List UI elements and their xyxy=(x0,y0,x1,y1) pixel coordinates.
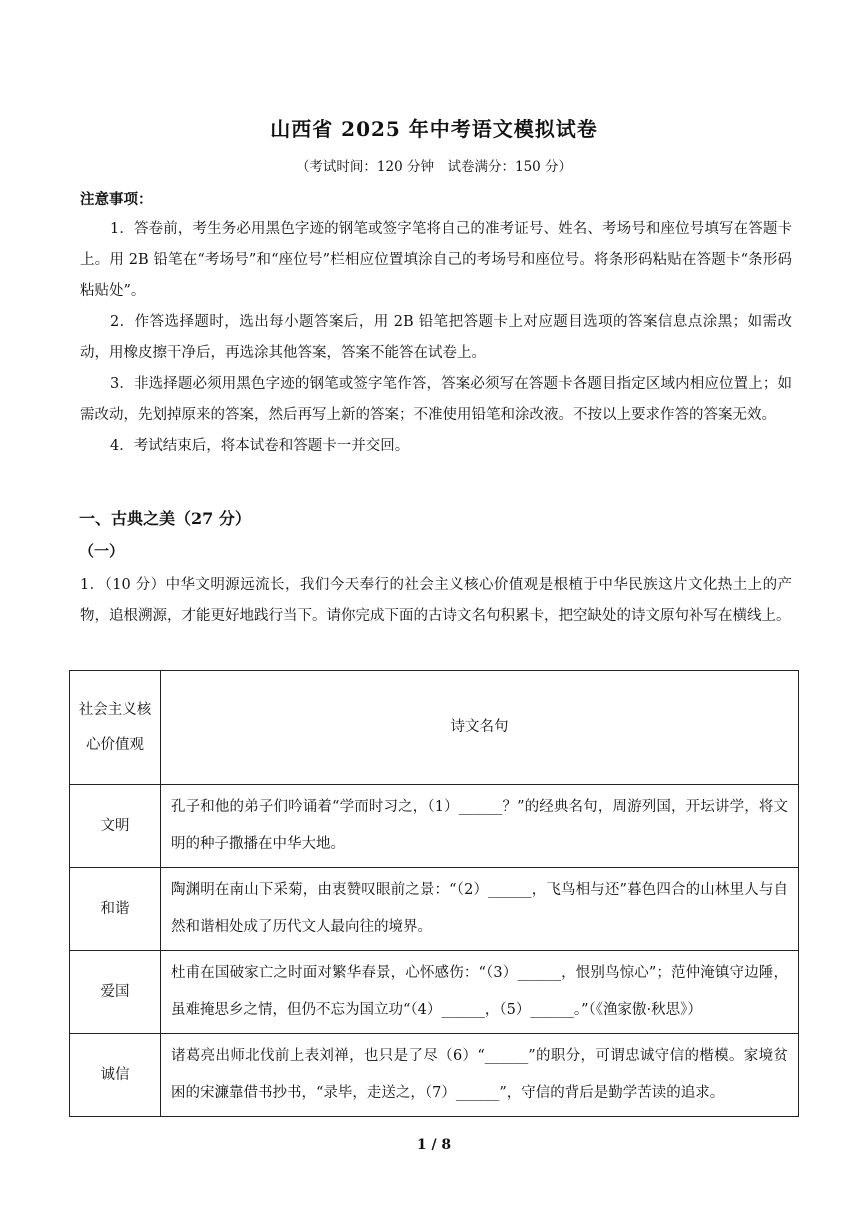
notice-list xyxy=(80,214,792,462)
notice-item-4: 4．考试结束后，将本试卷和答题卡一并交回。 xyxy=(110,438,410,454)
sub-section-heading: （一） xyxy=(79,542,125,560)
question-1 xyxy=(80,570,792,632)
value-cell: 诚信 xyxy=(70,1034,161,1117)
poem-cell: 杜甫在国破家亡之时面对繁华春景，心怀感伤：“（3）______，恨别鸟惊心”；范仲淹镇守边陲，虽难掩思乡之情，但仍不忘为国立功“（4）______，（5）______。”（《渔家傲·秋思》） xyxy=(161,951,799,1034)
table-row xyxy=(70,785,799,868)
notice-item-2: 2．作答选择题时，选出每小题答案后，用 2B 铅笔把答题卡上对应题目选项的答案信息点涂黑；如需改动，用橡皮擦干净后，再选涂其他答案，答案不能答在试卷上。 xyxy=(80,314,792,361)
question-1-text: 1．（10 分）中华文明源远流长，我们今天奉行的社会主义核心价值观是根植于中华民族这片文化热土上的产物，追根溯源，才能更好地践行当下。请你完成下面的古诗文名句积累卡，把空缺处的诗文原句补写在横线上。 xyxy=(80,577,792,624)
table-row xyxy=(70,1034,799,1117)
notice-item-1: 1．答卷前，考生务必用黑色字迹的钢笔或签字笔将自己的准考证号、姓名、考场号和座位号填写在答题卡上。用 2B 铅笔在“考场号”和“座位号”栏相应位置填涂自己的考场号和座位号。将条形码粘贴在答题卡“条形码粘贴处”。 xyxy=(80,221,792,299)
exam-title: 山西省 2025 年中考语文模拟试卷 xyxy=(270,117,598,141)
header-poem-cell: 诗文名句 xyxy=(161,671,799,785)
page-number: 1 / 8 xyxy=(416,1137,452,1153)
poem-cell: 孔子和他的弟子们吟诵着“学而时习之，（1）______？”的经典名句，周游列国，开坛讲学，将文明的种子撒播在中华大地。 xyxy=(161,785,799,868)
section-heading: 一、古典之美（27 分） xyxy=(79,509,251,528)
notice-heading: 注意事项： xyxy=(80,191,153,208)
table-row xyxy=(70,868,799,951)
poem-cell: 诸葛亮出师北伐前上表刘禅，也只是了尽（6）“______”的职分，可谓忠诚守信的楷模。家境贫困的宋濂靠借书抄书，“录毕，走送之，（7）______”，守信的背后是勤学苦读的追求。 xyxy=(161,1034,799,1117)
value-cell: 文明 xyxy=(70,785,161,868)
notice-item-3: 3．非选择题必须用黑色字迹的钢笔或签字笔作答，答案必须写在答题卡各题目指定区域内相应位置上；如需改动，先划掉原来的答案，然后再写上新的答案；不准使用铅笔和涂改液。不按以上要求作答的答案无效。 xyxy=(80,376,792,423)
header-value-cell: 社会主义核心价值观 xyxy=(70,671,161,785)
table-header-row xyxy=(70,671,799,785)
poem-cell: 陶渊明在南山下采菊，由衷赞叹眼前之景：“（2）______，飞鸟相与还”暮色四合的山林里人与自然和谐相处成了历代文人最向往的境界。 xyxy=(161,868,799,951)
poem-card-table xyxy=(69,670,799,1117)
exam-subtitle: （考试时间：120 分钟 试卷满分：150 分） xyxy=(295,159,573,175)
value-cell: 和谐 xyxy=(70,868,161,951)
table-row xyxy=(70,951,799,1034)
value-cell: 爱国 xyxy=(70,951,161,1034)
